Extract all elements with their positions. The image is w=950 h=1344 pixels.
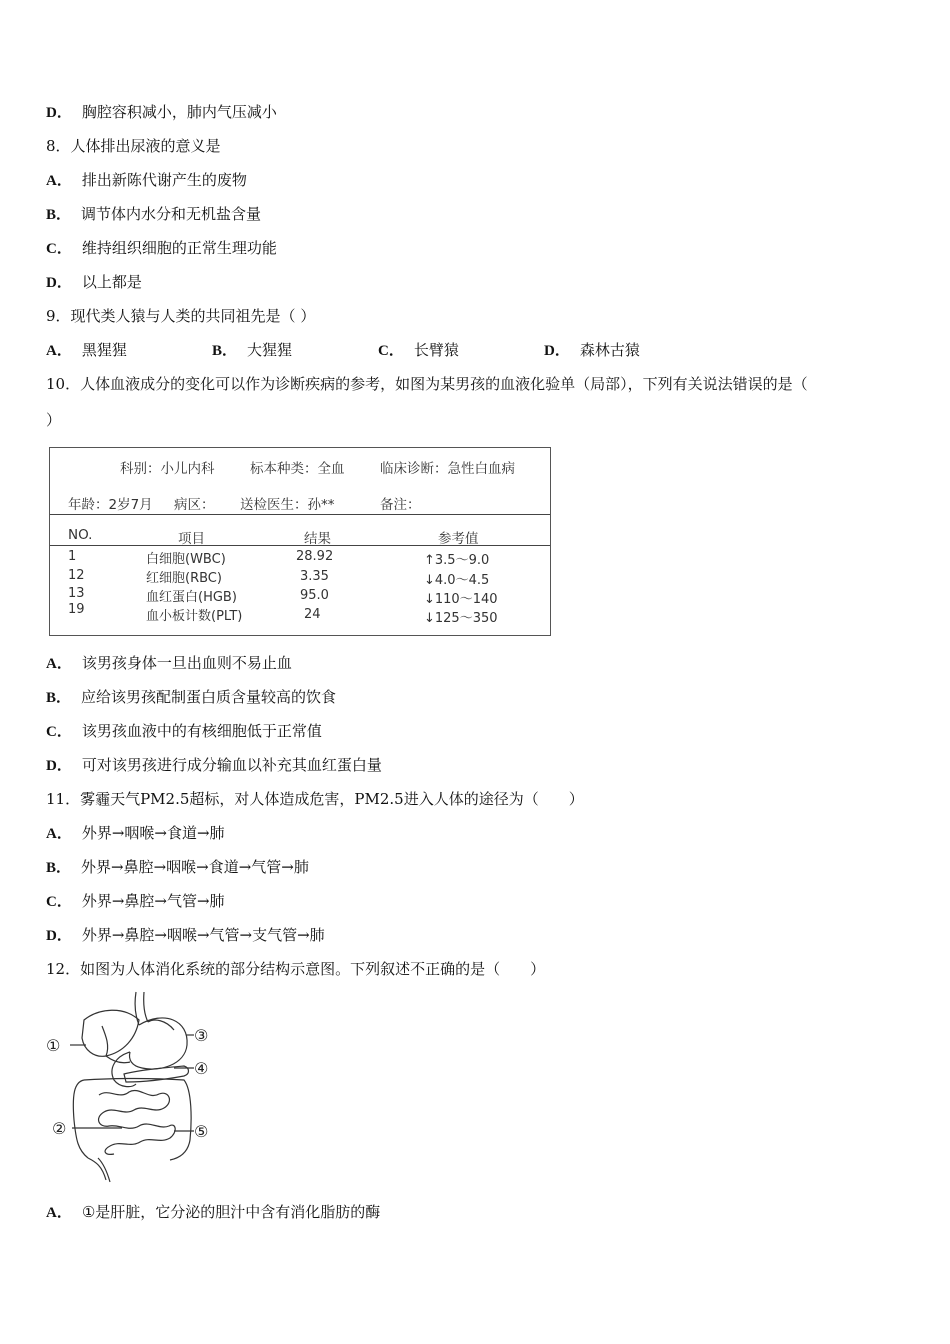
q9-options xyxy=(46,340,710,361)
lab-doctor: 送检医生：孙** xyxy=(240,497,335,513)
q9-option-b: B． 大猩猩 xyxy=(212,341,293,359)
q11-option-b: B． 外界→鼻腔→咽喉→食道→气管→肺 xyxy=(46,858,309,876)
large-intestine-shape xyxy=(73,1080,88,1158)
q9-stem: 9．现代类人猿与人类的共同祖先是（ ） xyxy=(46,307,316,325)
lab-divider-header xyxy=(50,545,550,546)
lab-row-ref: ↓110～140 xyxy=(424,592,498,607)
digestive-system-diagram xyxy=(44,990,224,1185)
lab-row-item: 白细胞(WBC) xyxy=(146,552,226,567)
lab-divider-top xyxy=(50,514,550,515)
lab-header-no: NO. xyxy=(68,527,93,543)
lab-dept: 科别：小儿内科 xyxy=(120,461,215,477)
lab-row-no: 1 xyxy=(68,549,77,564)
q9-option-d: D． 森林古猿 xyxy=(544,341,640,359)
lab-row-no: 12 xyxy=(68,568,85,583)
lab-row-ref: ↓125～350 xyxy=(424,611,498,626)
lab-report xyxy=(49,447,551,636)
lab-row-ref: ↑3.5～9.0 xyxy=(424,553,490,568)
lab-age: 年龄：2岁7月 xyxy=(68,497,153,513)
q8-option-d: D． 以上都是 xyxy=(46,273,142,291)
lab-row-result: 28.92 xyxy=(296,549,334,564)
q11-option-c: C． 外界→鼻腔→气管→肺 xyxy=(46,892,225,910)
lab-row-item: 红细胞(RBC) xyxy=(146,571,222,586)
lab-row-result: 3.35 xyxy=(300,569,329,584)
q8-option-c: C． 维持组织细胞的正常生理功能 xyxy=(46,239,277,257)
label-2: ② xyxy=(52,1119,67,1138)
lab-sample: 标本种类：全血 xyxy=(250,461,345,477)
liver-shape xyxy=(82,1010,139,1056)
q10-stem-end: ） xyxy=(46,411,62,429)
q10-option-d: D． 可对该男孩进行成分输血以补充其血红蛋白量 xyxy=(46,756,382,774)
q10-option-c: C． 该男孩血液中的有核细胞低于正常值 xyxy=(46,722,322,740)
lab-row-item: 血小板计数(PLT) xyxy=(146,609,243,624)
q11-stem: 11．雾霾天气PM2.5超标，对人体造成危害，PM2.5进入人体的途径为（ ） xyxy=(46,790,584,808)
q9-option-c: C． 长臂猿 xyxy=(378,341,459,359)
label-1: ① xyxy=(46,1036,61,1055)
label-3: ③ xyxy=(194,1026,209,1045)
small-intestine-shape xyxy=(99,1090,176,1154)
lab-ward: 病区： xyxy=(174,497,215,513)
lab-header-result: 结果 xyxy=(304,531,331,547)
digestive-system-illustration xyxy=(44,990,224,1185)
lab-row-no: 19 xyxy=(68,602,85,617)
lab-diagnosis: 临床诊断：急性白血病 xyxy=(380,461,515,477)
q7-option-d: D． 胸腔容积减小，肺内气压减小 xyxy=(46,103,277,121)
lab-row-no: 13 xyxy=(68,586,85,601)
lab-header-item: 项目 xyxy=(178,531,205,547)
lab-row-result: 95.0 xyxy=(300,588,329,603)
lab-row-item: 血红蛋白(HGB) xyxy=(146,590,237,605)
lab-row-result: 24 xyxy=(304,607,321,622)
q11-option-a: A． 外界→咽喉→食道→肺 xyxy=(46,824,225,842)
q12-option-a: A． ①是肝脏，它分泌的胆汁中含有消化脂肪的酶 xyxy=(46,1203,381,1221)
q8-option-a: A． 排出新陈代谢产生的废物 xyxy=(46,171,247,189)
q8-option-b: B． 调节体内水分和无机盐含量 xyxy=(46,205,262,223)
q10-option-a: A． 该男孩身体一旦出血则不易止血 xyxy=(46,654,292,672)
label-4: ④ xyxy=(194,1059,209,1078)
lab-header-ref: 参考值 xyxy=(438,531,479,547)
q8-stem: 8．人体排出尿液的意义是 xyxy=(46,137,221,155)
q11-option-d: D． 外界→鼻腔→咽喉→气管→支气管→肺 xyxy=(46,926,325,944)
q12-stem: 12．如图为人体消化系统的部分结构示意图。下列叙述不正确的是（ ） xyxy=(46,960,546,978)
label-5: ⑤ xyxy=(194,1122,209,1141)
q10-option-b: B． 应给该男孩配制蛋白质含量较高的饮食 xyxy=(46,688,337,706)
q9-option-a: A． 黑猩猩 xyxy=(46,341,127,359)
lab-row-ref: ↓4.0～4.5 xyxy=(424,573,490,588)
q10-stem: 10．人体血液成分的变化可以作为诊断疾病的参考，如图为某男孩的血液化验单（局部），下列有关说法错误的是（ xyxy=(46,375,808,393)
lab-note: 备注： xyxy=(380,497,421,513)
